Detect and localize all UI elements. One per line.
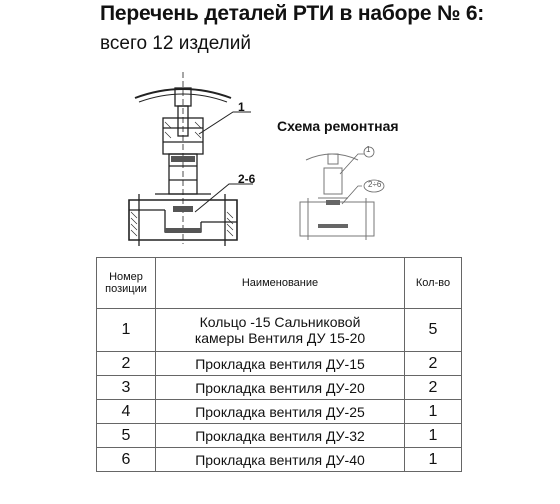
- scheme-title: Схема ремонтная: [277, 118, 399, 134]
- row-qty: 1: [405, 424, 462, 448]
- small-callout-2-6: 2÷6: [368, 180, 382, 189]
- repair-scheme-drawing: [292, 140, 392, 245]
- row-name: Прокладка вентиля ДУ-25: [156, 400, 405, 424]
- row-name: Прокладка вентиля ДУ-40: [156, 448, 405, 472]
- row-name: Прокладка вентиля ДУ-20: [156, 376, 405, 400]
- table-row: [97, 309, 462, 352]
- small-callout-1: 1: [366, 145, 371, 154]
- table-row: [97, 376, 462, 400]
- row-qty: 5: [405, 309, 462, 352]
- header-qty: Кол-во: [405, 258, 462, 309]
- valve-section-drawing: [125, 72, 265, 247]
- row-name: Прокладка вентиля ДУ-32: [156, 424, 405, 448]
- row-position: 4: [97, 400, 156, 424]
- header-position: Номер позиции: [97, 258, 156, 309]
- row-position: 2: [97, 352, 156, 376]
- parts-table: [96, 257, 462, 472]
- row-position: 6: [97, 448, 156, 472]
- callout-2-6: 2-6: [238, 172, 256, 186]
- table-row: [97, 400, 462, 424]
- callout-1: 1: [238, 100, 245, 114]
- row-qty: 2: [405, 352, 462, 376]
- header-name: Наименование: [156, 258, 405, 309]
- row-name: Прокладка вентиля ДУ-15: [156, 352, 405, 376]
- row-qty: 2: [405, 376, 462, 400]
- row-position: 3: [97, 376, 156, 400]
- table-header-row: [97, 258, 462, 309]
- page-title: Перечень деталей РТИ в наборе № 6:: [100, 2, 485, 25]
- row-qty: 1: [405, 448, 462, 472]
- table-row: [97, 352, 462, 376]
- table-row: [97, 424, 462, 448]
- page-subtitle: всего 12 изделий: [100, 33, 251, 54]
- row-position: 1: [97, 309, 156, 352]
- table-row: [97, 448, 462, 472]
- row-qty: 1: [405, 400, 462, 424]
- row-name: Кольцо -15 Сальниковой камеры Вентиля ДУ 15-20: [156, 309, 405, 352]
- row-position: 5: [97, 424, 156, 448]
